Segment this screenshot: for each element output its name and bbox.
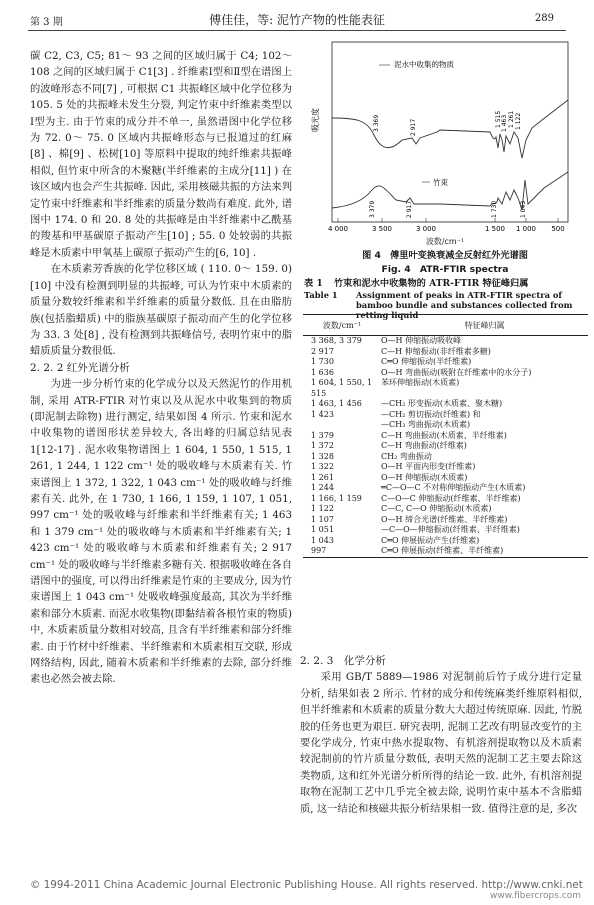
peak-label: 1 122 (515, 112, 522, 130)
table-row (303, 441, 588, 452)
table-header-row (303, 315, 588, 336)
table-caption: 表 1 竹束和泥水中收集物的 ATR-FTIR 特征峰归属 (304, 278, 529, 289)
y-axis-label: 吸光度 (311, 108, 320, 132)
wavenumber-cell: 2 917 (311, 346, 334, 356)
series-label-bamboo: 竹束 (433, 178, 448, 187)
watermark: www.fibercrops.com (490, 891, 581, 901)
column-header: 波数/cm⁻¹ (303, 315, 381, 336)
figure-caption-en: Fig. 4 ATR-FTIR spectra (381, 264, 509, 275)
assignment-cell: C—H 弯曲振动(木质素、半纤维素) (381, 430, 507, 440)
wavenumber-cell: 1 244 (311, 483, 334, 492)
wavenumber-cell: 1 107 (311, 514, 334, 524)
wavenumber-cell: 997 (303, 546, 381, 557)
table-row (303, 494, 588, 505)
table-row (303, 504, 588, 515)
table-row (303, 347, 588, 358)
paragraph: 为进一步分析竹束的化学成分以及天然泥竹的作用机制, 采用 ATR-FTIR 对竹束以及从泥水中收集到的物质(即泥制去除物) 进行测定, 结果如图 4 所示. 竹束和泥水中收集物的谱图形状差异较大, 各出峰的归属总结见表 1[12-17] . 泥水收集物谱图上 1 604, 1 550, 1 515, 1 261, 1 244, 1 122 cm⁻¹ 处的吸收峰与木质素有关. 竹束谱图上 1 372, 1 322, 1 043 cm⁻¹ 处的吸收峰与纤维素有关. 此外, 在 1 730, 1 166, 1 159, 1 107, 1 051, 997 cm⁻¹ 处的吸收峰与纤维素和半纤维素有关; 1 463 和 1 379 cm⁻¹ 处的吸收峰与木质素和半纤维素有关; 1 423 cm⁻¹ 处的吸收峰与木质素和纤维素有关; 2 917 cm⁻¹ 处的吸收峰与半纤维素多糖有关. 根据吸收峰在各自谱图中的强度, 可以得出纤维素是竹束的主要成分, 因为竹束谱图上 1 043 cm⁻¹ 处吸收峰强度最高, 其次为半纤维素和部分木质素. 而泥水收集物(即黏结着各根竹束的物质) 中, 木质素质量分数相对较高, 且含有半纤维素和部分纤维素. 由于竹材中纤维素、半纤维素和木质素相互交联, 形成网络结构, 因此, 随着木质素和半纤维素的去除, 部分纤维素也必然会被去除. (30, 378, 292, 686)
wavenumber-cell: 1 463, 1 456 (311, 399, 362, 408)
wavenumber-cell: 1 372 (311, 441, 334, 450)
peak-label: 1 730 (491, 200, 498, 218)
peak-label: 2 917 (410, 118, 417, 136)
table-row (303, 483, 588, 494)
x-tick-label: 500 (551, 225, 565, 233)
x-tick-label: 1 500 (484, 225, 506, 233)
peak-label: 2 917 (406, 200, 413, 218)
table-row (303, 420, 588, 431)
assignment-cell: C—H 弯曲振动(纤维素) (381, 441, 467, 450)
assignment-cell: CH₂ 弯曲振动 (381, 451, 432, 461)
table-row (303, 336, 588, 347)
x-tick-label: 3 500 (371, 225, 393, 233)
assignment-cell: C═O 伸展振动(纤维素、半纤维素) (381, 546, 588, 557)
wavenumber-cell: 1 261 (311, 472, 334, 482)
series-line-bamboo (332, 172, 568, 210)
copyright-footer: © 1994-2011 China Academic Journal Electronic Publishing House. All rights reserved. http://www.cnki.net (30, 879, 583, 891)
section-heading: 2. 2. 2 红外光谱分析 (30, 361, 130, 374)
running-title: 傅佳佳，等: 泥竹产物的性能表征 (209, 13, 385, 27)
ftir-spectra-figure (312, 40, 578, 236)
section-chemical-analysis (300, 653, 582, 817)
assignment-cell: C—H 伸缩振动(非纤维素多糖) (381, 346, 491, 356)
wavenumber-cell: 1 322 (311, 462, 334, 471)
table-row (303, 452, 588, 463)
wavenumber-cell: 1 636 (311, 367, 334, 377)
x-tick-label: 1 000 (515, 225, 537, 233)
assignment-cell: C—C, C—O 伸缩振动(木质素) (381, 504, 492, 513)
ir-assignment-table (303, 314, 588, 558)
assignment-cell: —CH₃ 弯曲振动(木质素) (381, 420, 471, 429)
x-axis-label: 波数/cm⁻¹ (425, 237, 465, 246)
wavenumber-cell (303, 420, 381, 431)
table-row (303, 399, 588, 410)
x-tick-label: 3 000 (415, 225, 437, 233)
peak-label: 1 463 (501, 114, 508, 132)
wavenumber-cell: 1 423 (311, 409, 334, 419)
page-number: 289 (534, 13, 554, 24)
assignment-cell: C═O 伸展振动产生(纤维素) (381, 535, 480, 545)
figure-caption-cn: 图 4 傅里叶变换衰减全反射红外光谱图 (362, 250, 528, 261)
x-tick-label: 4 000 (327, 225, 349, 233)
peak-label: 1 515 (495, 110, 502, 128)
wavenumber-cell: 1 328 (311, 451, 334, 461)
series-line-retting (332, 100, 568, 158)
table-row (303, 546, 588, 557)
left-column (30, 48, 292, 688)
assignment-cell: —CH₂ 形变振动(木质素、聚木糖) (381, 399, 503, 408)
wavenumber-cell: 1 051 (311, 525, 334, 534)
assignment-cell: C—O—C 伸缩振动(纤维素、半纤维素) (381, 493, 521, 503)
paragraph: 碳 C2, C3, C5; 81～ 93 之间的区域归属于 C4; 102～108 之间的区域归属于 C1[3] . 纤维素Ⅰ型和Ⅱ型在谱图上的波峰形态不同[7] , 可根据 C1 共振峰区域中化学位移为 105. 5 处的共振峰未发生分裂, 判定竹束中纤维素类型以Ⅰ型为主. 由于竹束的成分并不单一, 虽然谱图中化学位移为 72. 0～ 75. 0 区域内共振峰形态与已报道过的红麻[8] 、棉[9] 、松树[10] 等原料中提取的纯纤维素共振峰相似, 但竹束中所含的木聚糖(半纤维素的主成分[11] ) 在该区域内也会产生共振峰. 因此, 采用核磁共振的方法来判定竹束中纤维素和半纤维素的质量分数尚有难度. 此外, 谱图中 174. 0 和 20. 8 处的共振峰是由半纤维素中乙酰基的羧基和甲基碳原子振动产生[10] ; 55. 0 处较弱的共振峰是木质素中甲氧基上碳原子振动产生的[6, 10] . (30, 50, 292, 259)
wavenumber-cell: 1 166, 1 159 (311, 493, 362, 503)
table-row (303, 368, 588, 379)
peak-label: 3 379 (369, 200, 376, 218)
table-row (303, 462, 588, 473)
table-row (303, 515, 588, 526)
header-rule (28, 30, 566, 31)
issue-number: 第 3 期 (30, 17, 63, 28)
assignment-cell: O—H 平面内形变(纤维素) (381, 462, 476, 471)
table-row (303, 378, 588, 399)
table-row (303, 473, 588, 484)
table-row (303, 536, 588, 547)
page-header (0, 0, 594, 30)
assignment-cell: —CH₂ 剪切振动(纤维素) 和 (381, 409, 481, 419)
peak-label: 1 261 (508, 110, 515, 128)
wavenumber-cell: 3 368, 3 379 (311, 336, 362, 345)
paragraph: 采用 GB/T 5889—1986 对泥制前后竹子成分进行定量分析, 结果如表 2 所示. 竹材的成分和传统麻类纤维原料相似, 但半纤维素和木质素的质量分数大大超过传统原麻. 因此, 竹脱胶的任务也更为艰巨. 研究表明, 泥制工艺改有明显改变竹的主要化学成分, 竹束中热水提取物、有机溶剂提取物以及木质素较泥制前的竹片质量分数低, 表明天然的泥制工艺主要去除这类物质, 这和红外光谱分析所得的结论一致. 此外, 有机溶剂提取物在泥制工艺中几乎完全被去除, 说明竹束中基本不含脂蜡质, 这一结论和核磁共振分析结果相一致. 值得注意的是, 多次 (300, 671, 582, 815)
table-row (303, 357, 588, 368)
peak-label: 3 369 (373, 114, 380, 132)
wavenumber-cell: 1 379 (311, 430, 334, 440)
assignment-cell: —C—O—伸缩振动(纤维素、半纤维素) (381, 525, 520, 534)
wavenumber-cell: 1 604, 1 550, 1 515 (311, 378, 373, 398)
table-row (303, 525, 588, 536)
assignment-cell: O—H 弯曲振动(吸附在纤维素中的水分子) (381, 367, 532, 377)
assignment-cell: ═C—O—C 不对称伸缩振动产生(木质素) (381, 483, 526, 492)
wavenumber-cell: 1 043 (311, 535, 334, 545)
section-heading: 2. 2. 3 化学分析 (300, 655, 386, 667)
assignment-cell: O—H 缔合光谱(纤维素、半纤维素) (381, 514, 508, 524)
assignment-cell: C═O 伸缩振动(半纤维素) (381, 357, 472, 366)
peak-label: 1 043 (520, 200, 527, 218)
wavenumber-cell: 1 730 (311, 357, 334, 366)
assignment-cell: O—H 伸缩振动(木质素) (381, 472, 468, 482)
column-header: 特征峰归属 (381, 315, 588, 336)
assignment-cell: 苯环伸缩振动(木质素) (381, 378, 460, 387)
series-label-retting: 泥水中收集的物质 (394, 60, 454, 69)
table-caption-en: Table 1 Assignment of peaks in ATR-FTIR spectra of bamboo bundle and substances collected from retting liquid (304, 290, 573, 320)
wavenumber-cell: 1 122 (311, 504, 334, 513)
table-row (303, 410, 588, 421)
paragraph: 在木质素芳香族的化学位移区域 ( 110. 0～ 159. 0)[10] 中没有检测到明显的共振峰, 可认为竹束中木质素的质量分数较纤维素和半纤维素的质量分数低. 且在由脂肪族(包括脂蜡质) 中的脂族基碳原子振动而产生的化学位移为 33. 3 处[8] , 没有检测到共振峰信号, 表明竹束中的脂蜡质质量分数很低. (30, 263, 292, 358)
table-row (303, 431, 588, 442)
assignment-cell: O—H 伸缩振动吸收峰 (381, 336, 462, 345)
